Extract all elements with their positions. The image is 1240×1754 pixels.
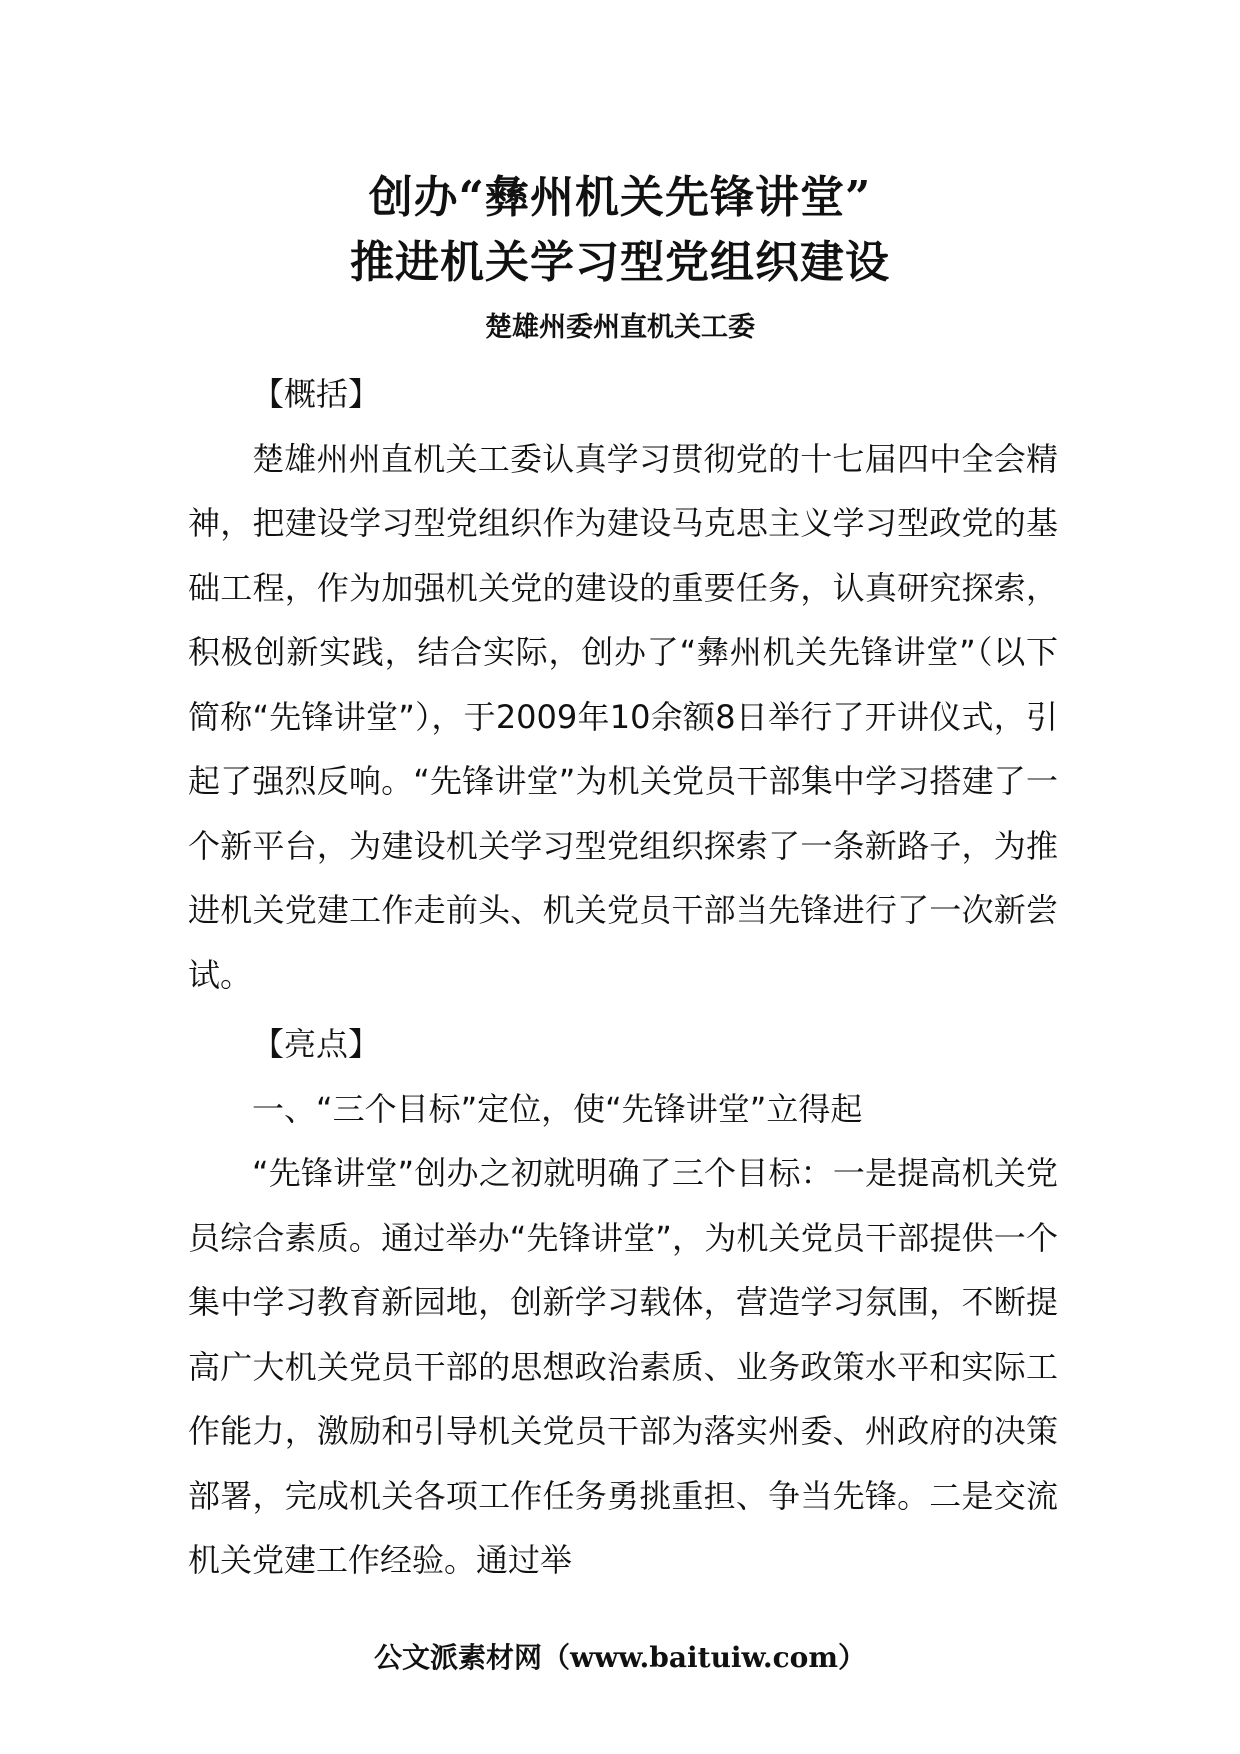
summary-paragraph: 楚雄州州直机关工委认真学习贯彻党的十七届四中全会精神，把建设学习型党组织作为建设马克思主义学习型政党的基础工程，作为加强机关党的建设的重要任务，认真研究探索，积极创新实践，结合实际，创办了“彝州机关先锋讲堂”（以下简称“先锋讲堂”），于2009年10余额8日举行了开讲仪式，引起了强烈反响。“先锋讲堂”为机关党员干部集中学习搭建了一个新平台，为建设机关学习型党组织探索了一条新路子，为推进机关党建工作走前头、机关党员干部当先锋进行了一次新尝试。 bbox=[188, 439, 1058, 994]
heading-one: 一、“三个目标”定位，使“先锋讲堂”立得起 bbox=[252, 1089, 863, 1128]
document-title-line2: 推进机关学习型党组织建设 bbox=[350, 237, 890, 288]
document-title-line1: 创办“彝州机关先锋讲堂” bbox=[368, 172, 872, 223]
section-heading-highlights: 【亮点】 bbox=[252, 1025, 381, 1063]
paragraph-one: “先锋讲堂”创办之初就明确了三个目标：一是提高机关党员综合素质。通过举办“先锋讲堂”，为机关党员干部提供一个集中学习教育新园地，创新学习载体，营造学习氛围，不断提高广大机关党员干部的思想政治素质、业务政策水平和实际工作能力，激励和引导机关党员干部为落实州委、州政府的决策部署，完成机关各项工作任务勇挑重担、争当先锋。二是交流机关党建工作经验。通过举 bbox=[188, 1154, 1058, 1579]
footer-watermark: 公文派素材网（www.baituiw.com） bbox=[374, 1641, 866, 1674]
section-heading-summary: 【概括】 bbox=[252, 375, 381, 413]
document-body-part2 bbox=[188, 1012, 1058, 1593]
document-body-part1 bbox=[188, 362, 1058, 1007]
document-author: 楚雄州委州直机关工委 bbox=[485, 312, 755, 343]
